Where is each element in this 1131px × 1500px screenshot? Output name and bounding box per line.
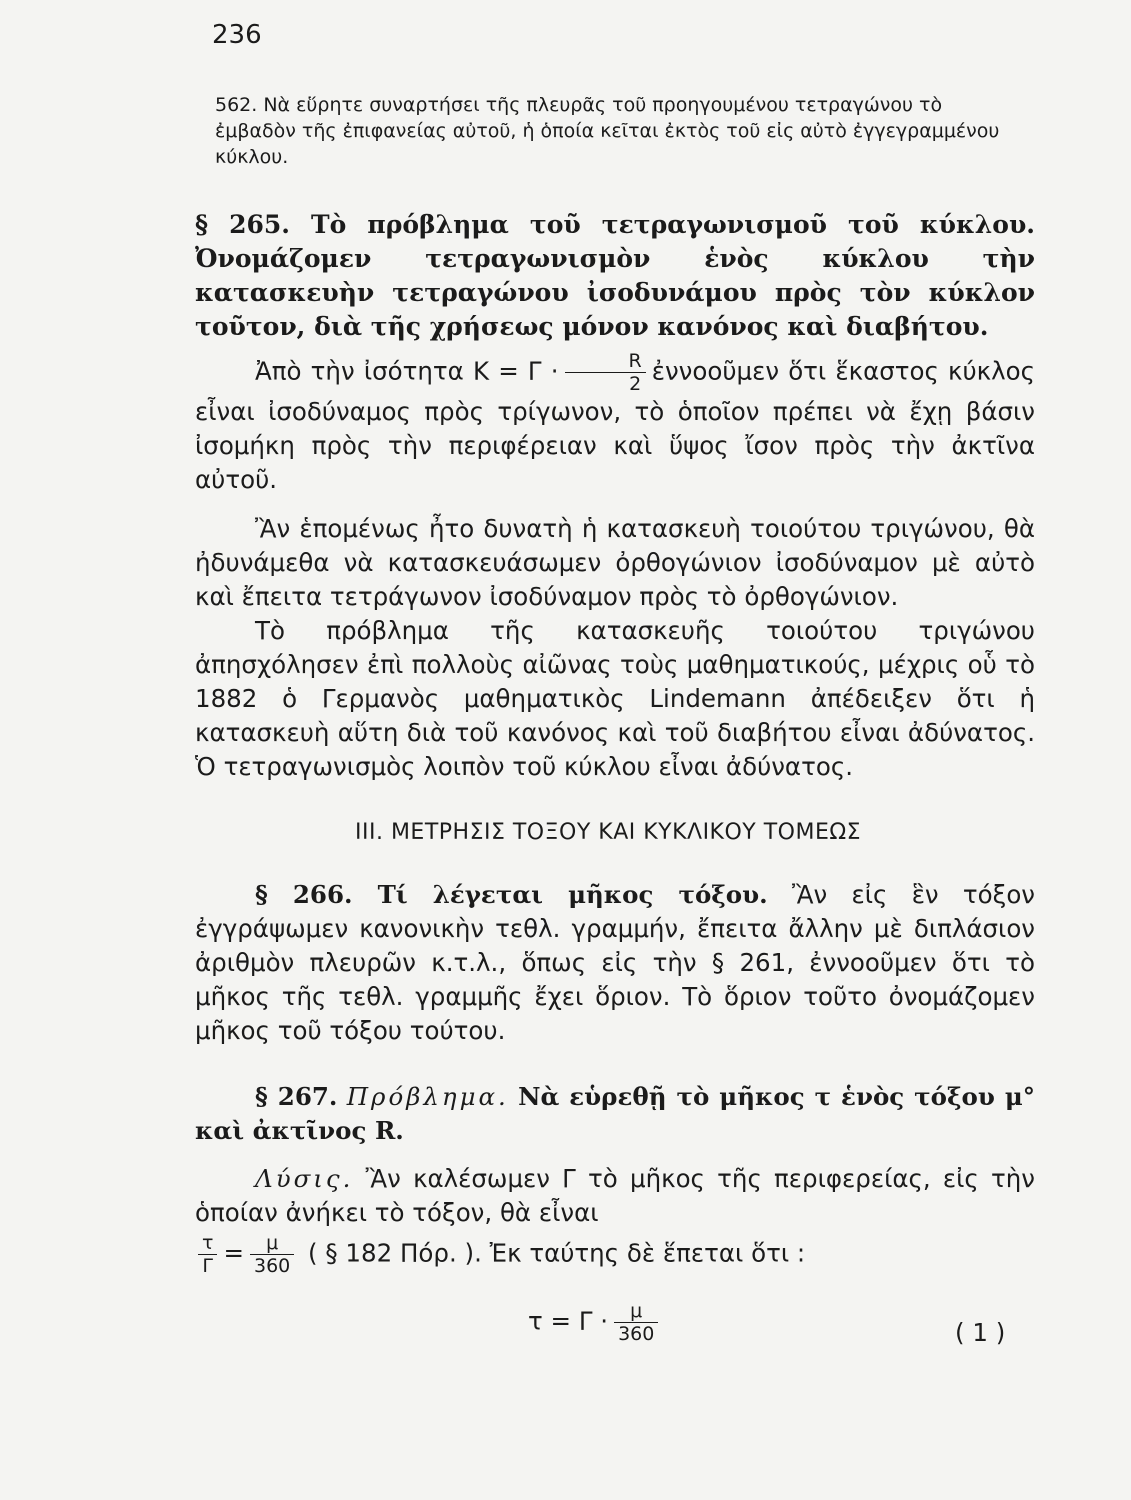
eq1-rhs-denominator: 360 [253, 1255, 291, 1277]
solution-text: Ἂν καλέσωμεν Γ τὸ μῆκος τῆς περιφερείας, εἰς τὴν ὁποίαν ἀνήκει τὸ τόξον, θὰ εἶναι [195, 1164, 1035, 1227]
eq1-lhs-numerator: τ [198, 1232, 217, 1255]
eq2-numerator: μ [614, 1300, 658, 1323]
equation-1 [192, 1232, 805, 1277]
equation-2-label: ( 1 ) [955, 1318, 1006, 1347]
fraction-denominator: 2 [629, 373, 642, 395]
fraction-r-over-2 [565, 350, 646, 395]
chapter-title: ΙΙΙ. ΜΕΤΡΗΣΙΣ ΤΟΞΟΥ ΚΑΙ ΚΥΚΛΙΚΟΥ ΤΟΜΕΩΣ [355, 820, 862, 845]
solution-label: Λύσις. [255, 1164, 354, 1193]
section-265-paragraph-3: Τὸ πρόβλημα τῆς κατασκευῆς τοιούτου τριγώνου ἀπησχόλησεν ἐπὶ πολλοὺς αἰῶνας τοὺς μαθηματικούς, μέχρις οὗ τὸ 1882 ὁ Γερμανὸς μαθηματικὸς Lindemann ἀπέδειξεν ὅτι ἡ κατασκευὴ αὕτη διὰ τοῦ κανόνος καὶ τοῦ διαβήτου εἶναι ἀδύνατος. Ὁ τετραγωνισμὸς λοιπὸν τοῦ κύκλου εἶναι ἀδύνατος. [195, 616, 1035, 781]
fraction-tau-over-gamma [198, 1232, 217, 1277]
fraction-numerator: R [565, 350, 646, 373]
section-267-number: § 267. [255, 1082, 338, 1111]
exercise-562: 562. Νὰ εὕρητε συναρτήσει τῆς πλευρᾶς τοῦ προηγουμένου τετραγώνου τὸ ἐμβαδὸν τῆς ἐπιφανείας αὐτοῦ, ἡ ὁποία κεῖται ἐκτὸς τοῦ εἰς αὐτὸ ἐγγεγραμμένου κύκλου. [215, 94, 1000, 168]
section-266-heading: § 266. Τί λέγεται μῆκος τόξου. [255, 880, 768, 909]
fraction-mu-over-360-eq2 [614, 1300, 658, 1345]
eq2-lhs: τ = Γ · [528, 1306, 609, 1336]
section-265-paragraph-2: Ἂν ἑπομένως ἦτο δυνατὴ ἡ κατασκευὴ τοιούτου τριγώνου, θὰ ἠδυνάμεθα νὰ κατασκευάσωμεν ὀρθογώνιον ἰσοδύναμον μὲ αὐτὸ καὶ ἔπειτα τετράγωνον ἰσοδύναμον πρὸς τὸ ὀρθογώνιον. [195, 514, 1035, 611]
section-267-problem-label: Πρόβλημα. [346, 1082, 509, 1111]
solution-paragraph [195, 1162, 1035, 1230]
section-266-text: Ἂν εἰς ἓν τόξον ἐγγράψωμεν κανονικὴν τεθλ. γραμμήν, ἔπειτα ἄλλην μὲ διπλάσιον ἀριθμὸν πλευρῶν κ.τ.λ., ὅπως εἰς τὴν § 261, ἐννοοῦμεν ὅτι τὸ μῆκος τῆς τεθλ. γραμμῆς ἔχει ὅριον. Τὸ ὅριον τοῦτο ὀνομάζομεν μῆκος τοῦ τόξου τούτου. [195, 880, 1035, 1045]
eq1-rhs-numerator: μ [250, 1232, 294, 1255]
section-266 [195, 878, 1035, 1048]
section-267-problem-text: Νὰ εὑρεθῇ τὸ μῆκος τ ἑνὸς τόξου μ° καὶ ἀκτῖνος R. [195, 1082, 1035, 1145]
eq1-after: Ἐκ ταύτης δὲ ἕπεται ὅτι : [489, 1238, 806, 1268]
eq1-lhs-denominator: Γ [202, 1255, 214, 1277]
equation-2 [528, 1300, 664, 1345]
section-265-heading: § 265. Τὸ πρόβλημα τοῦ τετραγωνισμοῦ τοῦ κύκλου. Ὀνομάζομεν τετραγωνισμὸν ἑνὸς κύκλου τὴν κατασκευὴν τετραγώνου ἰσοδυνάμου πρὸς τὸν κύκλον τοῦτον, διὰ τῆς χρήσεως μόνον κανόνος καὶ διαβήτου. [195, 210, 1035, 341]
section-267-heading [195, 1080, 1035, 1148]
section-265-paragraph-1 [195, 350, 1035, 497]
eq1-equals: = [223, 1238, 244, 1268]
eq1-reference: ( § 182 Πόρ. ). [308, 1238, 482, 1268]
eq2-denominator: 360 [618, 1323, 655, 1345]
fraction-mu-over-360 [250, 1232, 294, 1277]
p1-after: ἐννοοῦμεν ὅτι ἕκαστος κύκλος εἶναι ἰσοδύναμος πρὸς τρίγωνον, τὸ ὁποῖον πρέπει νὰ ἔχῃ βάσιν ἰσομήκη πρὸς τὴν περιφέρειαν καὶ ὕψος ἴσον πρὸς τὴν ἀκτῖνα αὐτοῦ. [195, 356, 1035, 494]
p1-before: Ἀπὸ τὴν ἰσότητα Κ = Γ · [255, 356, 559, 386]
page-number: 236 [212, 20, 262, 50]
